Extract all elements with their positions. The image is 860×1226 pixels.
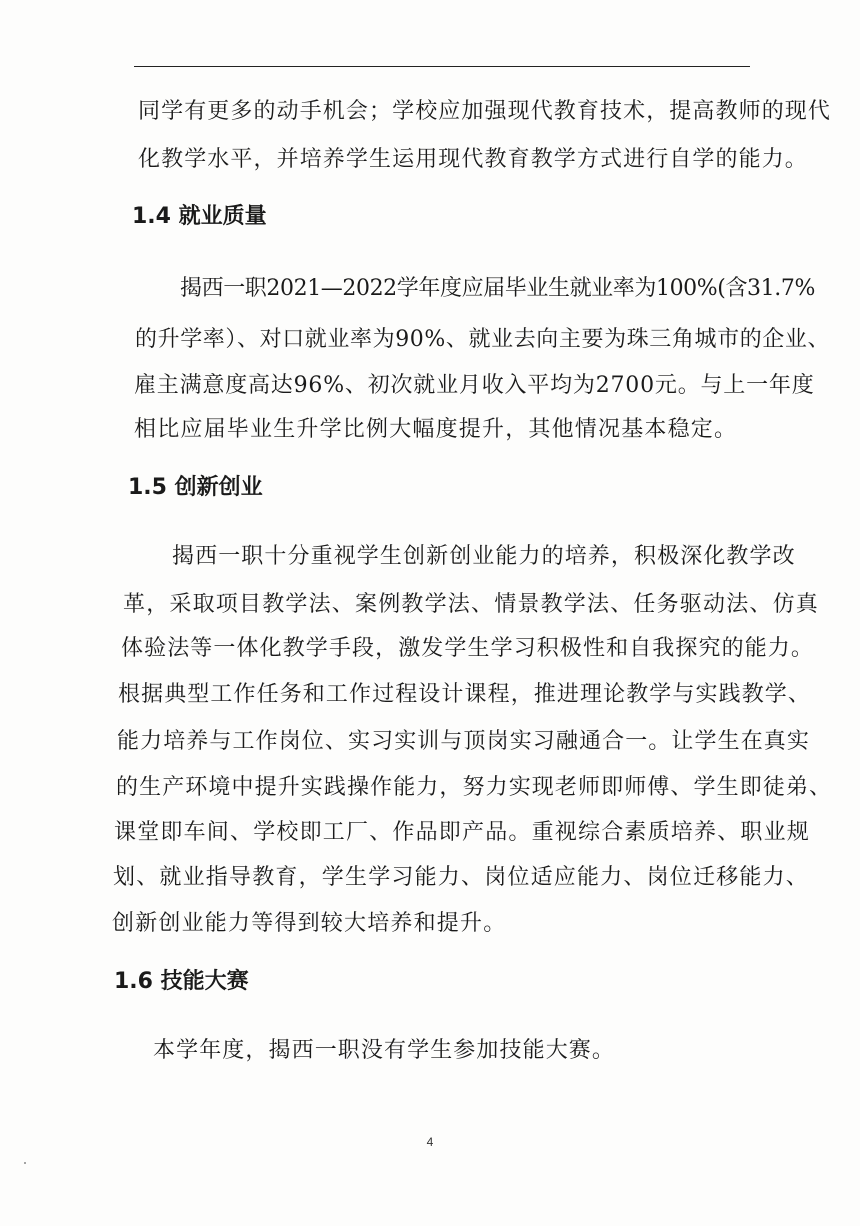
paragraph-line: 革，采取项目教学法、案例教学法、情景教学法、任务驱动法、仿真	[123, 592, 820, 617]
paragraph-line: 揭西一职2021—2022学年度应届毕业生就业率为100%(含31.7%	[180, 276, 815, 301]
paragraph-line: 本学年度，揭西一职没有学生参加技能大赛。	[153, 1038, 616, 1063]
paragraph-line: 体验法等一体化教学手段，激发学生学习积极性和自我探究的能力。	[121, 636, 815, 661]
paragraph-line: 的生产环境中提升实践操作能力，努力实现老师即师傅、学生即徒弟、	[116, 775, 833, 800]
page-number: 4	[426, 1135, 434, 1149]
paragraph-line: 的升学率）、对口就业率为90%、就业去向主要为珠三角城市的企业、	[135, 327, 831, 352]
paragraph-line: 同学有更多的动手机会；学校应加强现代教育技术，提高教师的现代	[138, 99, 832, 124]
paragraph-line: 根据典型工作任务和工作过程设计课程，推进理论教学与实践教学、	[118, 682, 812, 707]
scan-speck	[24, 1162, 26, 1164]
paragraph-line: 雇主满意度高达96%、初次就业月收入平均为2700元。与上一年度	[134, 373, 815, 398]
section-heading-innovation: 1.5 创新创业	[128, 475, 263, 500]
paragraph-line: 化教学水平，并培养学生运用现代教育教学方式进行自学的能力。	[138, 147, 808, 172]
paragraph-line: 创新创业能力等得到较大培养和提升。	[112, 911, 507, 936]
section-heading-skills-competition: 1.6 技能大赛	[114, 969, 249, 994]
paragraph-line: 能力培养与工作岗位、实习实训与顶岗实习融通合一。让学生在真实	[117, 729, 811, 754]
paragraph-line: 课堂即车间、学校即工厂、作品即产品。重视综合素质培养、职业规	[114, 820, 811, 845]
paragraph-line: 划、就业指导教育，学生学习能力、岗位适应能力、岗位迁移能力、	[113, 865, 810, 890]
section-heading-employment-quality: 1.4 就业质量	[132, 204, 267, 229]
paragraph-line: 相比应届毕业生升学比例大幅度提升，其他情况基本稳定。	[134, 417, 738, 442]
paragraph-line: 揭西一职十分重视学生创新创业能力的培养，积极深化教学改	[172, 544, 796, 569]
header-rule	[134, 66, 750, 67]
